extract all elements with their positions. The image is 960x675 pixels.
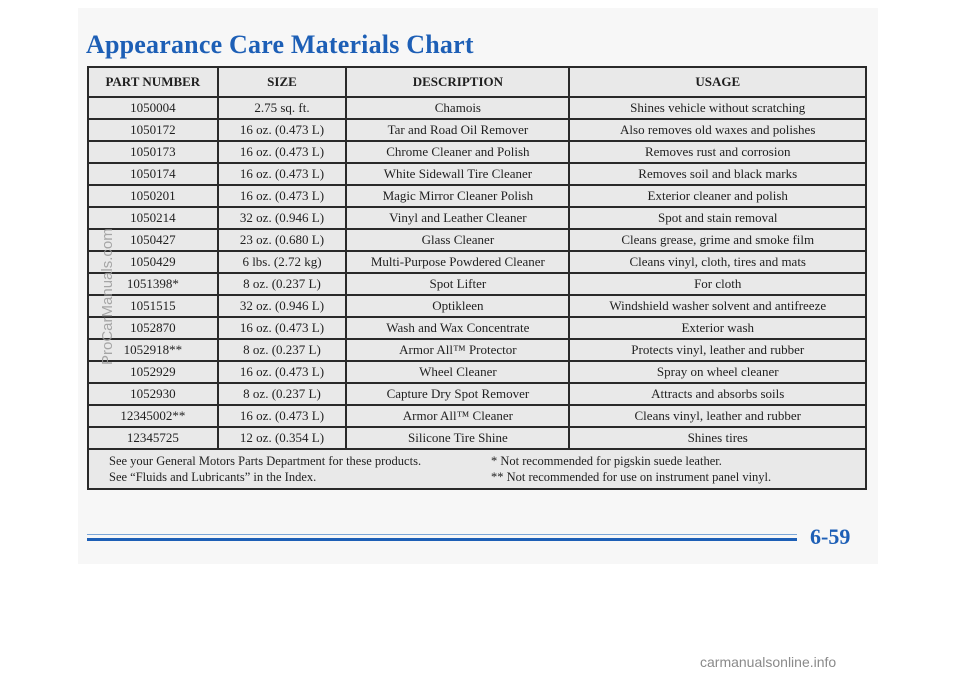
description-cell: Tar and Road Oil Remover (346, 119, 569, 141)
usage-cell: Spray on wheel cleaner (569, 361, 865, 383)
materials-table (89, 68, 865, 450)
footnote-double-asterisk: ** Not recommended for use on instrument panel vinyl. (491, 470, 772, 484)
description-cell: Chamois (346, 97, 569, 119)
size-cell: 12 oz. (0.354 L) (218, 427, 347, 449)
part-number-cell: 1050201 (89, 185, 218, 207)
description-cell: Optikleen (346, 295, 569, 317)
materials-chart (87, 66, 867, 490)
usage-cell: Cleans vinyl, cloth, tires and mats (569, 251, 865, 273)
table-row (89, 317, 865, 339)
watermark-procarmanuals: ProCarManuals.com (99, 228, 116, 365)
size-cell: 16 oz. (0.473 L) (218, 361, 347, 383)
table-row (89, 185, 865, 207)
table-row (89, 229, 865, 251)
table-row (89, 295, 865, 317)
part-number-cell: 1050173 (89, 141, 218, 163)
description-cell: White Sidewall Tire Cleaner (346, 163, 569, 185)
size-cell: 32 oz. (0.946 L) (218, 207, 347, 229)
part-number-cell: 1052918** (89, 339, 218, 361)
part-number-cell: 1050427 (89, 229, 218, 251)
description-cell: Spot Lifter (346, 273, 569, 295)
usage-cell: Removes soil and black marks (569, 163, 865, 185)
size-cell: 6 lbs. (2.72 kg) (218, 251, 347, 273)
chart-footer (89, 450, 865, 488)
footer-rule-thin (87, 534, 797, 535)
size-cell: 32 oz. (0.946 L) (218, 295, 347, 317)
size-cell: 16 oz. (0.473 L) (218, 185, 347, 207)
part-number-cell: 1052870 (89, 317, 218, 339)
header-size: SIZE (218, 68, 347, 97)
part-number-cell: 1051398* (89, 273, 218, 295)
table-header-row (89, 68, 865, 97)
description-cell: Multi-Purpose Powdered Cleaner (346, 251, 569, 273)
size-cell: 16 oz. (0.473 L) (218, 163, 347, 185)
table-row (89, 97, 865, 119)
table-row (89, 339, 865, 361)
usage-cell: Cleans grease, grime and smoke film (569, 229, 865, 251)
part-number-cell: 1052929 (89, 361, 218, 383)
table-row (89, 141, 865, 163)
part-number-cell: 1050429 (89, 251, 218, 273)
table-row (89, 119, 865, 141)
description-cell: Wash and Wax Concentrate (346, 317, 569, 339)
table-row (89, 405, 865, 427)
size-cell: 8 oz. (0.237 L) (218, 383, 347, 405)
footer-rule-thick (87, 538, 797, 541)
part-number-cell: 1050174 (89, 163, 218, 185)
part-number-cell: 12345002** (89, 405, 218, 427)
part-number-cell: 1050172 (89, 119, 218, 141)
usage-cell: Removes rust and corrosion (569, 141, 865, 163)
table-row (89, 427, 865, 449)
part-number-cell: 1051515 (89, 295, 218, 317)
footnote-single-asterisk: * Not recommended for pigskin suede leather. (491, 454, 722, 468)
description-cell: Vinyl and Leather Cleaner (346, 207, 569, 229)
description-cell: Capture Dry Spot Remover (346, 383, 569, 405)
size-cell: 8 oz. (0.237 L) (218, 339, 347, 361)
usage-cell: Attracts and absorbs soils (569, 383, 865, 405)
size-cell: 16 oz. (0.473 L) (218, 317, 347, 339)
description-cell: Magic Mirror Cleaner Polish (346, 185, 569, 207)
footer-note-index: See “Fluids and Lubricants” in the Index. (109, 470, 317, 484)
size-cell: 16 oz. (0.473 L) (218, 405, 347, 427)
table-row (89, 163, 865, 185)
usage-cell: Exterior wash (569, 317, 865, 339)
header-description: DESCRIPTION (346, 68, 569, 97)
description-cell: Wheel Cleaner (346, 361, 569, 383)
part-number-cell: 12345725 (89, 427, 218, 449)
table-row (89, 207, 865, 229)
description-cell: Chrome Cleaner and Polish (346, 141, 569, 163)
description-cell: Glass Cleaner (346, 229, 569, 251)
part-number-cell: 1050004 (89, 97, 218, 119)
description-cell: Armor All™ Cleaner (346, 405, 569, 427)
footer-note-parts: See your General Motors Parts Department for these products. (109, 454, 422, 468)
table-row (89, 361, 865, 383)
page-title: Appearance Care Materials Chart (86, 30, 474, 59)
page-number: 6-59 (810, 524, 851, 549)
usage-cell: For cloth (569, 273, 865, 295)
watermark-carmanualsonline: carmanualsonline.info (700, 654, 837, 670)
table-row (89, 273, 865, 295)
usage-cell: Protects vinyl, leather and rubber (569, 339, 865, 361)
table-row (89, 383, 865, 405)
description-cell: Armor All™ Protector (346, 339, 569, 361)
usage-cell: Exterior cleaner and polish (569, 185, 865, 207)
size-cell: 16 oz. (0.473 L) (218, 141, 347, 163)
size-cell: 23 oz. (0.680 L) (218, 229, 347, 251)
part-number-cell: 1050214 (89, 207, 218, 229)
description-cell: Silicone Tire Shine (346, 427, 569, 449)
usage-cell: Shines vehicle without scratching (569, 97, 865, 119)
size-cell: 8 oz. (0.237 L) (218, 273, 347, 295)
header-part-number: PART NUMBER (89, 68, 218, 97)
size-cell: 2.75 sq. ft. (218, 97, 347, 119)
usage-cell: Spot and stain removal (569, 207, 865, 229)
table-row (89, 251, 865, 273)
size-cell: 16 oz. (0.473 L) (218, 119, 347, 141)
header-usage: USAGE (569, 68, 865, 97)
part-number-cell: 1052930 (89, 383, 218, 405)
usage-cell: Also removes old waxes and polishes (569, 119, 865, 141)
usage-cell: Shines tires (569, 427, 865, 449)
usage-cell: Cleans vinyl, leather and rubber (569, 405, 865, 427)
usage-cell: Windshield washer solvent and antifreeze (569, 295, 865, 317)
